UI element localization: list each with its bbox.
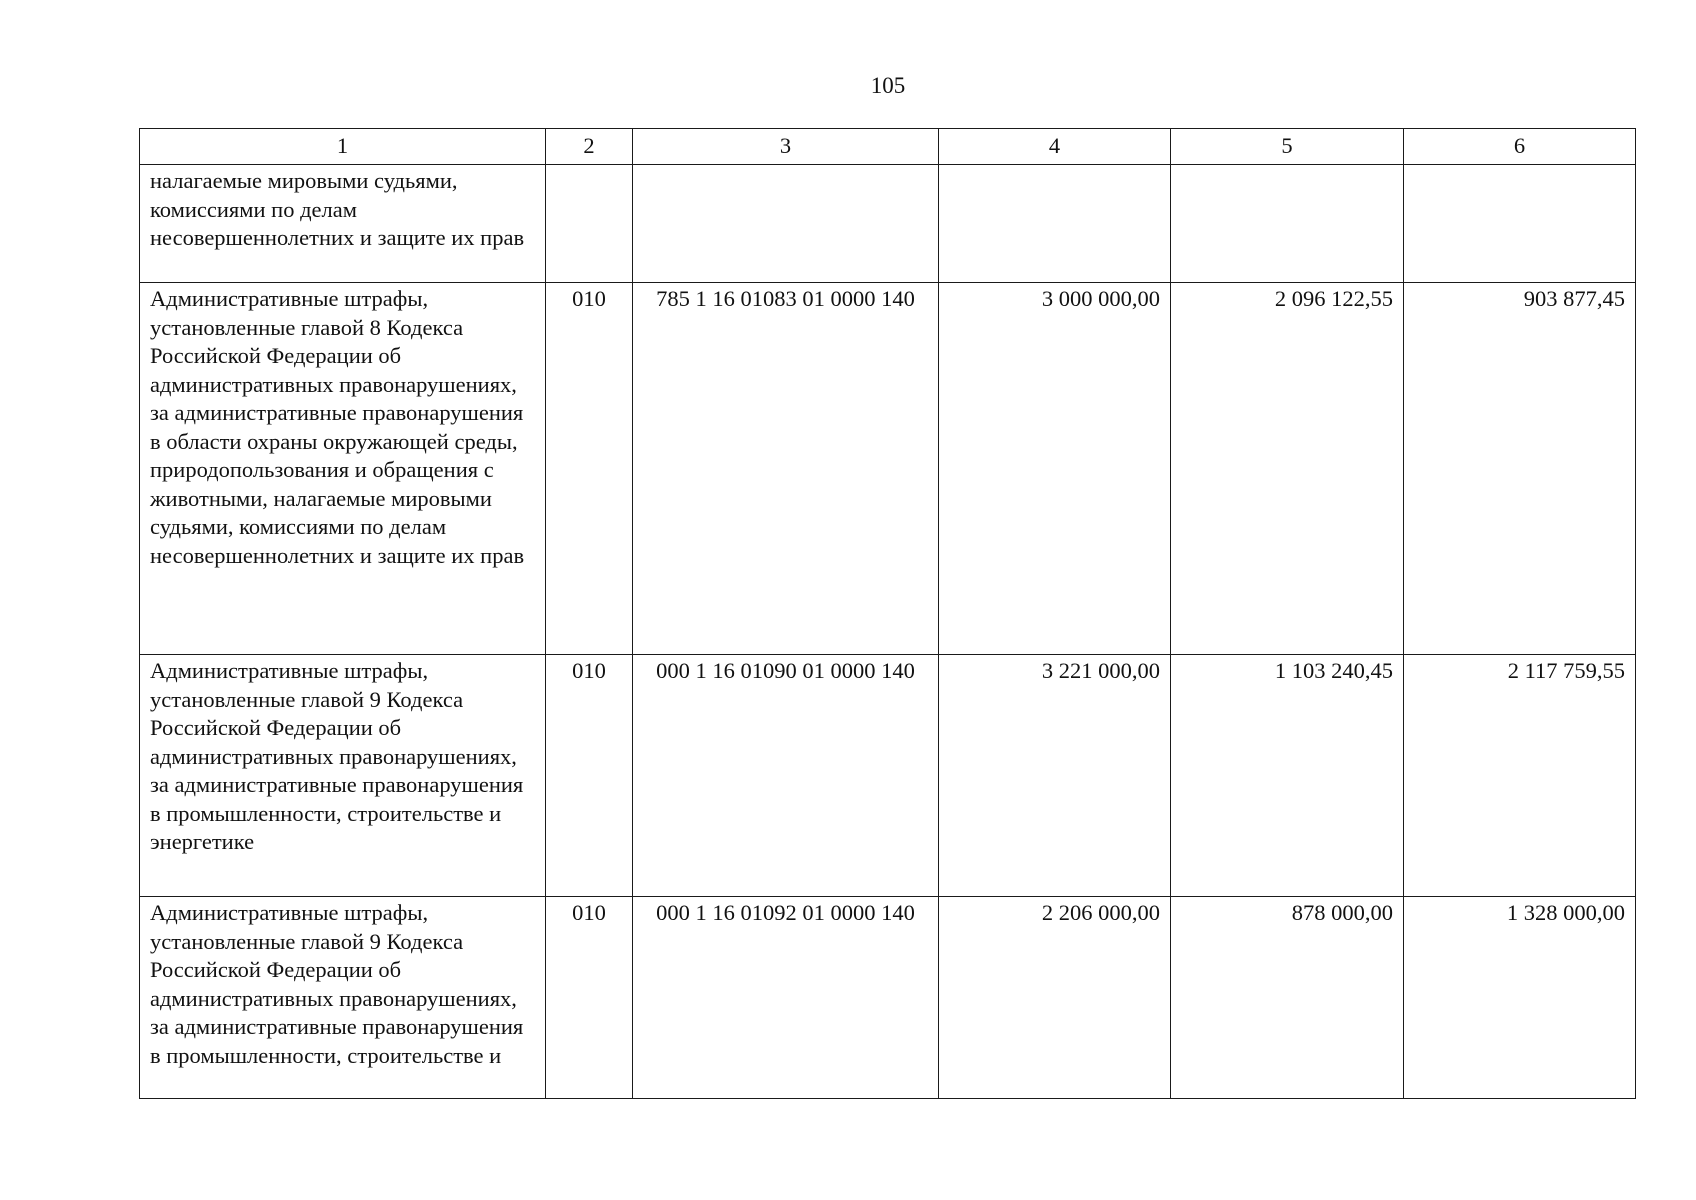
line-code-cell: 010: [546, 655, 633, 897]
executed-cell: 2 096 122,55: [1171, 283, 1404, 655]
table-row: [140, 165, 1636, 283]
table-header-row: [140, 129, 1636, 165]
approved-cell: [939, 165, 1171, 283]
table-row: [140, 655, 1636, 897]
approved-cell: 2 206 000,00: [939, 897, 1171, 1099]
row-name-cell: налагаемые мировыми судьями, комиссиями по делам несовершеннолетних и защите их прав: [140, 165, 546, 283]
row-name-cell: Административные штрафы, установленные главой 9 Кодекса Российской Федерации об административных правонарушениях, за административные правонарушения в промышленности, строительстве и: [140, 897, 546, 1099]
line-code-cell: 010: [546, 283, 633, 655]
unexecuted-cell: 1 328 000,00: [1404, 897, 1636, 1099]
row-name-cell: Административные штрафы, установленные главой 9 Кодекса Российской Федерации об административных правонарушениях, за административные правонарушения в промышленности, строительстве и энергетике: [140, 655, 546, 897]
table-row: [140, 283, 1636, 655]
column-header: 4: [939, 129, 1171, 165]
income-code-cell: [633, 165, 939, 283]
column-header: 1: [140, 129, 546, 165]
revenue-table: [139, 128, 1636, 1099]
column-header: 5: [1171, 129, 1404, 165]
page-number: 105: [870, 73, 906, 98]
unexecuted-cell: 903 877,45: [1404, 283, 1636, 655]
column-header: 3: [633, 129, 939, 165]
row-name-cell: Административные штрафы, установленные главой 8 Кодекса Российской Федерации об административных правонарушениях, за административные правонарушения в области охраны окружающей среды, природопользования и обращения с животными, налагаемые мировыми судьями, комиссиями по делам несовершеннолетних и защите их прав: [140, 283, 546, 655]
unexecuted-cell: [1404, 165, 1636, 283]
line-code-cell: [546, 165, 633, 283]
income-code-cell: 000 1 16 01092 01 0000 140: [633, 897, 939, 1099]
income-code-cell: 785 1 16 01083 01 0000 140: [633, 283, 939, 655]
unexecuted-cell: 2 117 759,55: [1404, 655, 1636, 897]
executed-cell: 1 103 240,45: [1171, 655, 1404, 897]
income-code-cell: 000 1 16 01090 01 0000 140: [633, 655, 939, 897]
executed-cell: [1171, 165, 1404, 283]
column-header: 2: [546, 129, 633, 165]
approved-cell: 3 000 000,00: [939, 283, 1171, 655]
approved-cell: 3 221 000,00: [939, 655, 1171, 897]
table-row: [140, 897, 1636, 1099]
line-code-cell: 010: [546, 897, 633, 1099]
executed-cell: 878 000,00: [1171, 897, 1404, 1099]
column-header: 6: [1404, 129, 1636, 165]
